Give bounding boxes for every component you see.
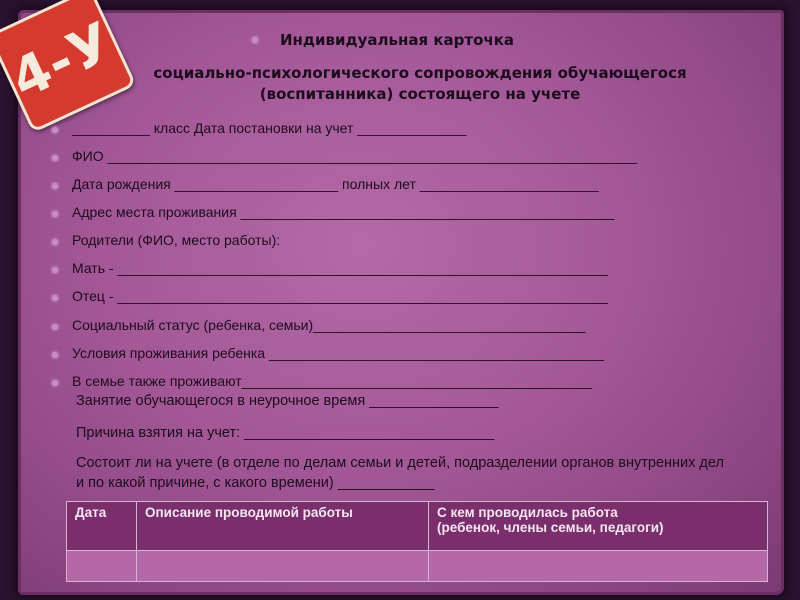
bullet-icon [52, 267, 58, 273]
bullet-icon [52, 239, 58, 245]
field-activity: Занятие обучающегося в неурочное время ________________ [76, 393, 499, 409]
bullet-icon [52, 380, 58, 386]
work-log-table [66, 501, 768, 582]
field-fio: ФИО ____________________________________________________________________ [72, 148, 637, 164]
table-row [67, 551, 768, 582]
column-header-participants: С кем проводилась работа (ребенок, члены семьи, педагоги) [429, 502, 768, 551]
field-reason: Причина взятия на учет: _______________________________ [76, 425, 495, 441]
field-registration: Состоит ли на учете (в отделе по делам семьи и детей, подразделении органов внутренних дел и по какой причине, с какого времени) ____________ [76, 455, 724, 491]
bullet-icon [52, 352, 58, 358]
column-header-description: Описание проводимой работы [137, 502, 429, 551]
field-address: Адрес места проживания ________________________________________________ [72, 204, 615, 220]
bullet-icon [52, 295, 58, 301]
field-social-status: Социальный статус (ребенка, семьи)___________________________________ [72, 317, 586, 333]
field-father: Отец - _______________________________________________________________ [72, 288, 608, 304]
column-header-date: Дата [67, 502, 137, 551]
table-cell-participants[interactable] [429, 551, 768, 582]
bullet-icon [52, 155, 58, 161]
bullet-icon [52, 127, 58, 133]
field-mother: Мать - _______________________________________________________________ [72, 260, 608, 276]
field-living-conditions: Условия проживания ребенка ___________________________________________ [72, 345, 604, 361]
field-class-date: __________ класс Дата постановки на учет ______________ [72, 120, 467, 136]
bullet-icon [52, 183, 58, 189]
table-header-row [67, 502, 768, 551]
field-birth-date: Дата рождения _____________________ полных лет _______________________ [72, 176, 599, 192]
bullet-icon [52, 324, 58, 330]
field-parents: Родители (ФИО, место работы): [72, 232, 281, 248]
title-line-2: социально-психологического сопровождения обучающегося [153, 64, 687, 82]
title-line-3: (воспитанника) состоящего на учете [259, 85, 581, 103]
table-cell-description[interactable] [137, 551, 429, 582]
field-family-members: В семье также проживают_____________________________________________ [72, 373, 593, 389]
table-cell-date[interactable] [67, 551, 137, 582]
badge-label: 4-У [1, 9, 123, 111]
bullet-icon [52, 211, 58, 217]
bullet-icon [252, 37, 258, 43]
title-line-1: Индивидуальная карточка [280, 31, 515, 49]
